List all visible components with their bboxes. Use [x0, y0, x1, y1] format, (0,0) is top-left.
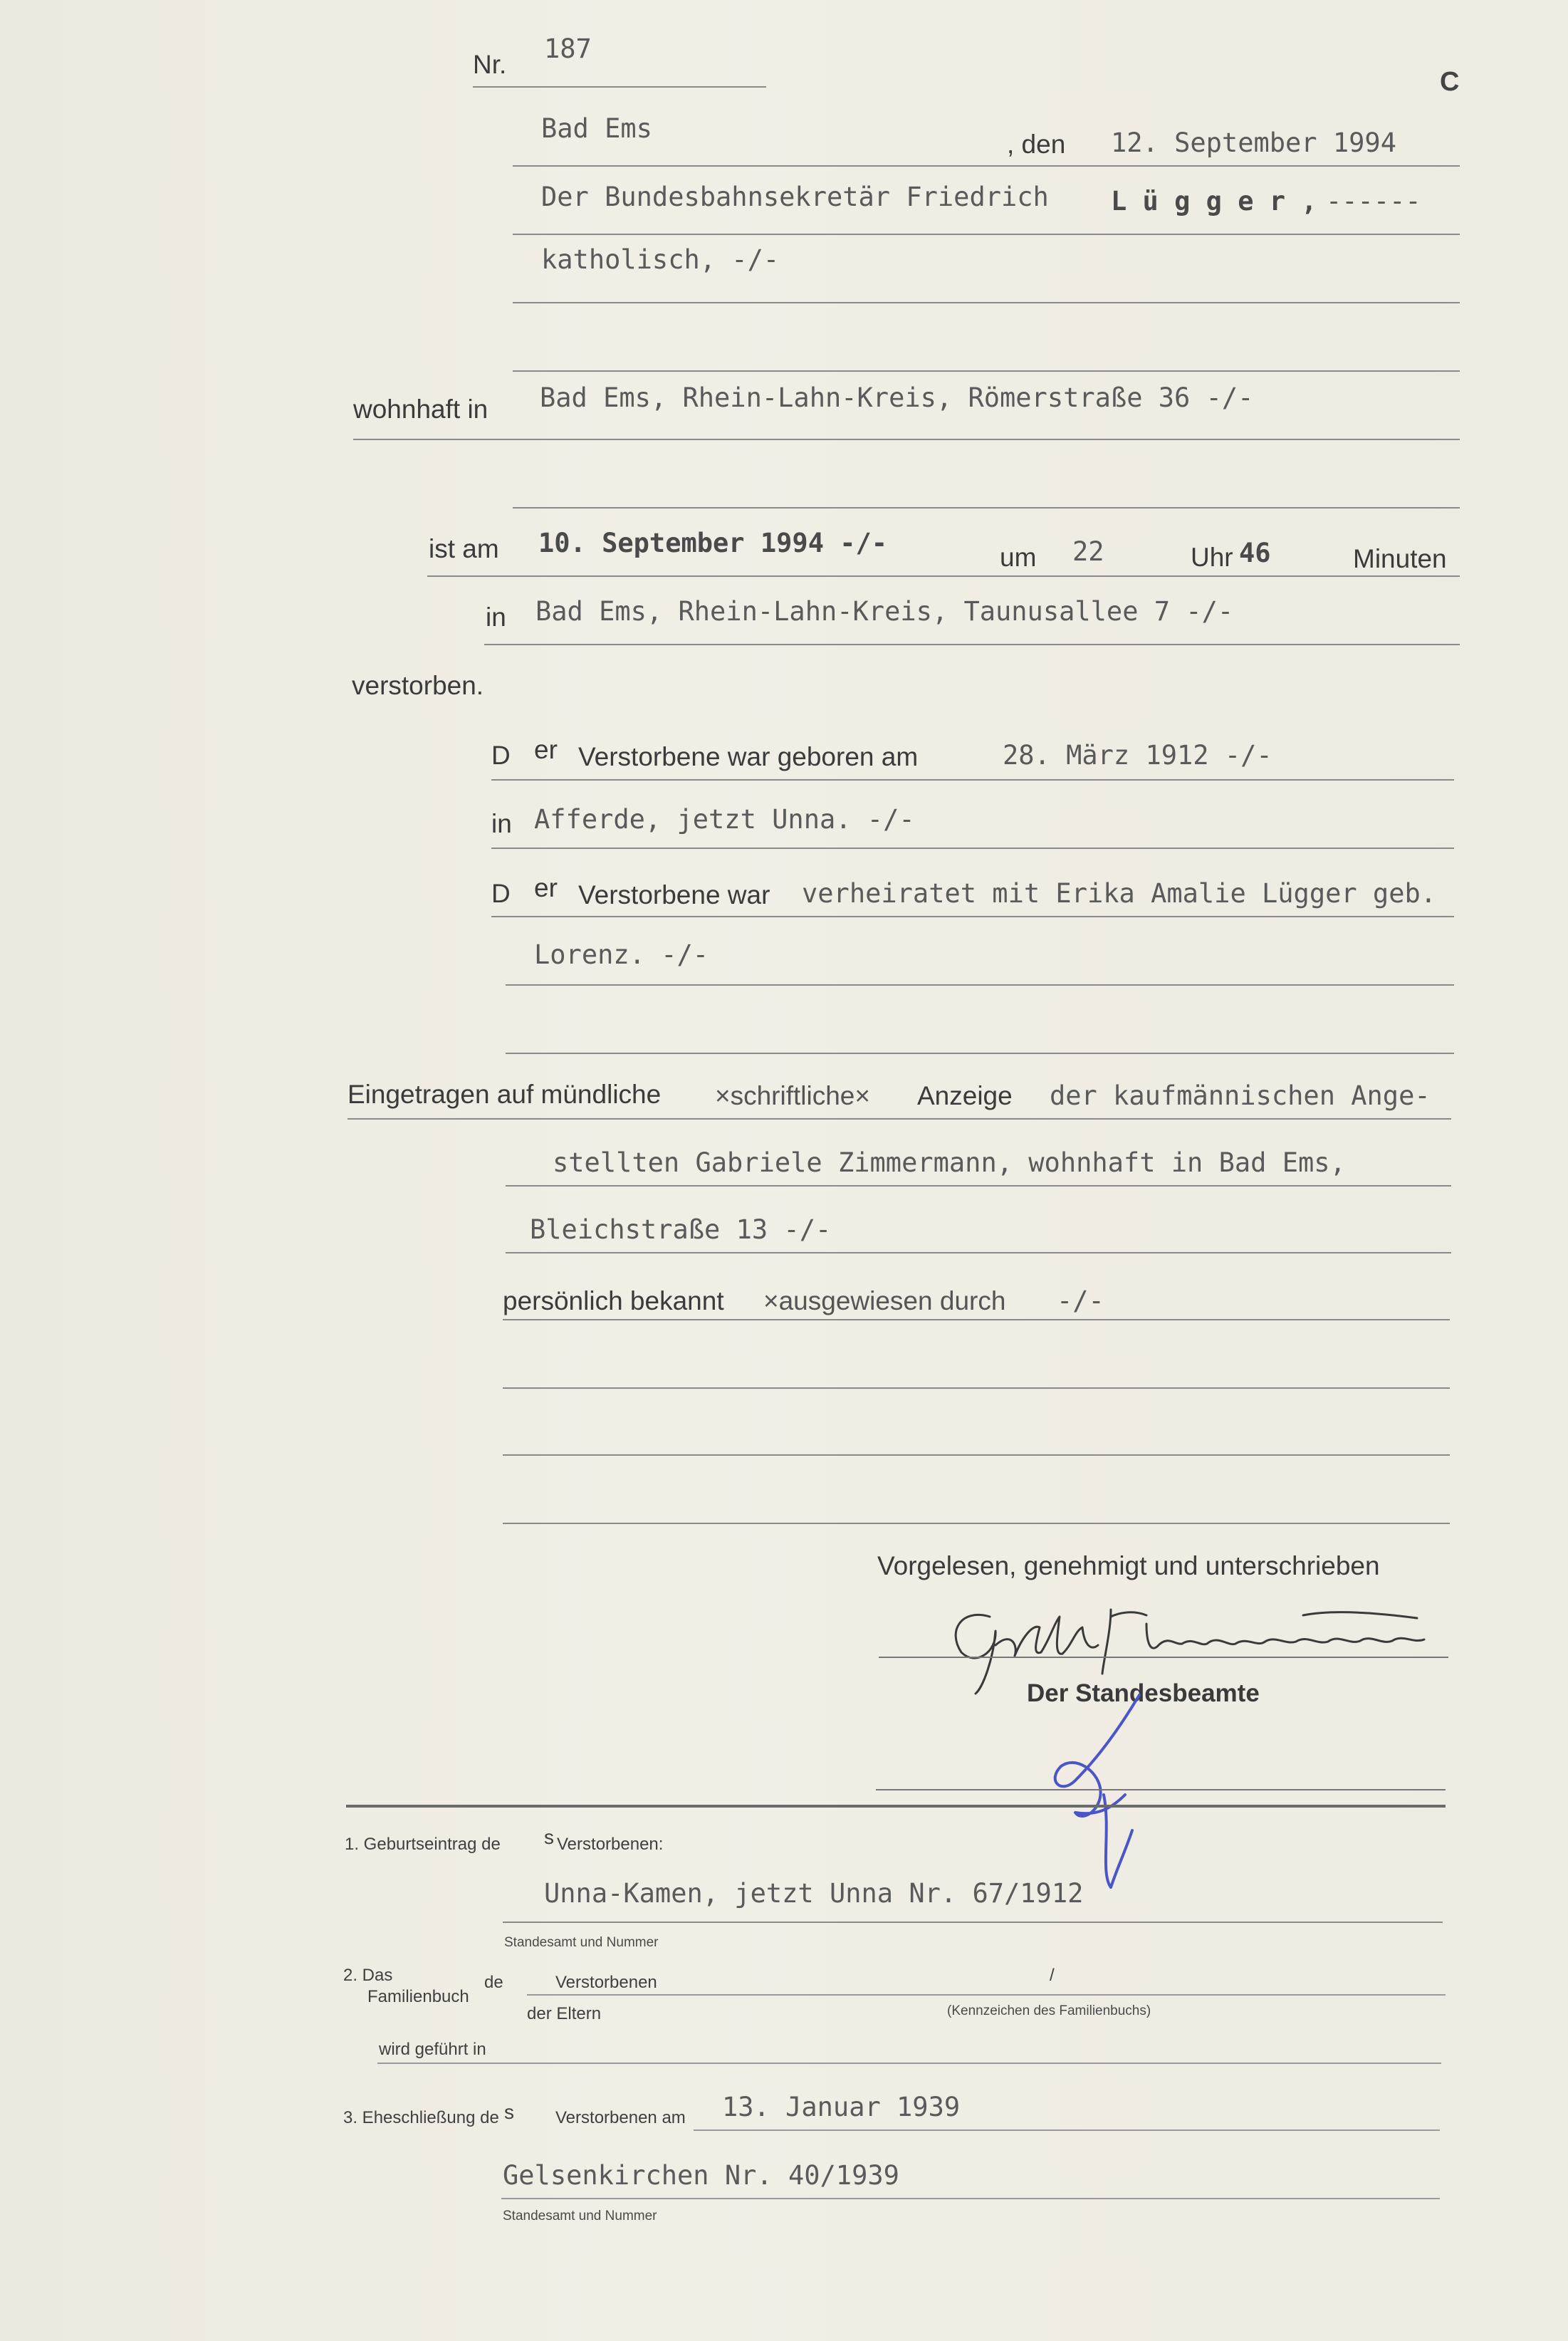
nr-value: 187	[544, 33, 592, 64]
registration-label-end: Anzeige	[917, 1081, 1013, 1110]
rule-birth-date	[491, 779, 1454, 781]
rule-birth-place	[491, 848, 1454, 849]
hour-value: 22	[1072, 536, 1104, 567]
rule-blank-2	[513, 507, 1460, 509]
rule-blank-4	[503, 1387, 1450, 1389]
married-d: D	[491, 879, 511, 908]
birth-in-label: in	[491, 809, 512, 838]
note1-s: s	[544, 1826, 554, 1848]
rule-official-signature	[876, 1789, 1446, 1790]
born-er: er	[534, 735, 558, 764]
notes-divider	[346, 1805, 1446, 1808]
birth-date: 28. März 1912 -/-	[1003, 740, 1272, 771]
religion-value: katholisch, -/-	[541, 244, 780, 275]
note1-label: 1. Geburtseintrag de	[345, 1835, 501, 1854]
born-d: D	[491, 741, 511, 770]
note2-label-a: 2. Das	[343, 1966, 393, 1985]
um-label: um	[1000, 543, 1037, 572]
note2-slash: /	[1050, 1966, 1055, 1985]
note2-label-b: Familienbuch	[367, 1987, 469, 2006]
registration-label-struck: ×schriftliche×	[715, 1081, 870, 1110]
death-place: Bad Ems, Rhein-Lahn-Kreis, Taunusallee 7 -/-	[535, 596, 1234, 627]
rule-married-2	[506, 984, 1454, 986]
uhr-label: Uhr	[1191, 543, 1233, 572]
rule-note1	[503, 1922, 1443, 1923]
known-label: persönlich bekannt	[503, 1286, 724, 1315]
married-text-2: Lorenz. -/-	[534, 939, 709, 970]
person-surname: L ü g g e r ,	[1111, 186, 1317, 217]
birth-place: Afferde, jetzt Unna. -/-	[534, 804, 915, 835]
rule-note2	[527, 1994, 1446, 1996]
informant-line-1: der kaufmännischen Ange-	[1050, 1080, 1431, 1111]
married-text-1: verheiratet mit Erika Amalie Lügger geb.	[802, 878, 1437, 909]
rule-blank-5	[503, 1454, 1450, 1456]
nr-line	[473, 86, 766, 88]
person-dashes: ------	[1326, 186, 1421, 217]
registration-label-start: Eingetragen auf mündliche	[347, 1080, 662, 1109]
note3-value: Gelsenkirchen Nr. 40/1939	[503, 2160, 899, 2191]
residence-label: wohnhaft in	[353, 395, 488, 424]
rule-known	[503, 1319, 1450, 1320]
death-date: 10. September 1994 -/-	[538, 528, 888, 558]
born-label: Verstorbene war geboren am	[578, 742, 919, 771]
rule-note3	[501, 2198, 1440, 2199]
known-struck: ×ausgewiesen durch	[763, 1286, 1006, 1315]
minutes-value: 46	[1239, 538, 1271, 568]
date-value: 12. September 1994	[1111, 127, 1396, 158]
rule-death-place	[484, 644, 1460, 645]
rule-date	[513, 165, 1460, 167]
married-label: Verstorbene war	[578, 880, 770, 909]
note2-de: de	[484, 1973, 503, 1992]
official-label: Der Standesbeamte	[1027, 1679, 1260, 1707]
note1-value: Unna-Kamen, jetzt Unna Nr. 67/1912	[544, 1878, 1084, 1909]
corner-letter: C	[1440, 67, 1460, 97]
rule-residence	[353, 439, 1460, 440]
informant-line-2: stellten Gabriele Zimmermann, wohnhaft in Bad Ems,	[553, 1147, 1346, 1178]
rule-blank-3	[506, 1053, 1454, 1054]
verstorben-label: verstorben.	[352, 671, 484, 700]
rule-informant-2	[506, 1185, 1451, 1187]
note2-caption: (Kennzeichen des Familienbuchs)	[947, 2003, 1151, 2018]
rule-blank-1	[513, 370, 1460, 372]
rule-informant-3	[506, 1252, 1451, 1253]
note3-date: 13. Januar 1939	[722, 2092, 961, 2122]
official-signature-mark	[1033, 1688, 1161, 1902]
closing-text: Vorgelesen, genehmigt und unterschrieben	[877, 1551, 1380, 1580]
death-in-label: in	[486, 603, 506, 632]
died-label: ist am	[429, 534, 499, 563]
nr-label: Nr.	[473, 50, 507, 79]
note2-verst: Verstorbenen	[555, 1973, 657, 1992]
rule-death-date	[427, 575, 1460, 577]
informant-line-3: Bleichstraße 13 -/-	[530, 1214, 832, 1245]
rule-person	[513, 234, 1460, 235]
rule-note3-date	[694, 2129, 1440, 2131]
rule-note2-wird	[377, 2063, 1441, 2064]
known-dash: -/-	[1057, 1286, 1104, 1316]
note2-eltern: der Eltern	[527, 2004, 602, 2023]
note2-wird: wird geführt in	[379, 2040, 486, 2059]
note1-caption: Standesamt und Nummer	[504, 1935, 659, 1950]
note3-label: 3. Eheschließung de	[343, 2108, 499, 2127]
den-label: , den	[1007, 130, 1066, 159]
note3-caption: Standesamt und Nummer	[503, 2209, 657, 2223]
minuten-label: Minuten	[1353, 544, 1447, 573]
note1-verst: Verstorbenen:	[557, 1835, 664, 1854]
note3-verst: Verstorbenen am	[555, 2108, 686, 2127]
rule-informant-signature	[879, 1657, 1448, 1658]
place-value: Bad Ems	[541, 113, 652, 144]
rule-married-1	[491, 916, 1454, 917]
note3-s: s	[504, 2101, 514, 2123]
rule-informant-1	[347, 1118, 1451, 1120]
rule-religion	[513, 302, 1460, 303]
residence-value: Bad Ems, Rhein-Lahn-Kreis, Römerstraße 36 -/-	[540, 382, 1254, 413]
rule-blank-6	[503, 1523, 1450, 1524]
married-er: er	[534, 873, 558, 902]
person-line: Der Bundesbahnsekretär Friedrich	[541, 182, 1049, 212]
